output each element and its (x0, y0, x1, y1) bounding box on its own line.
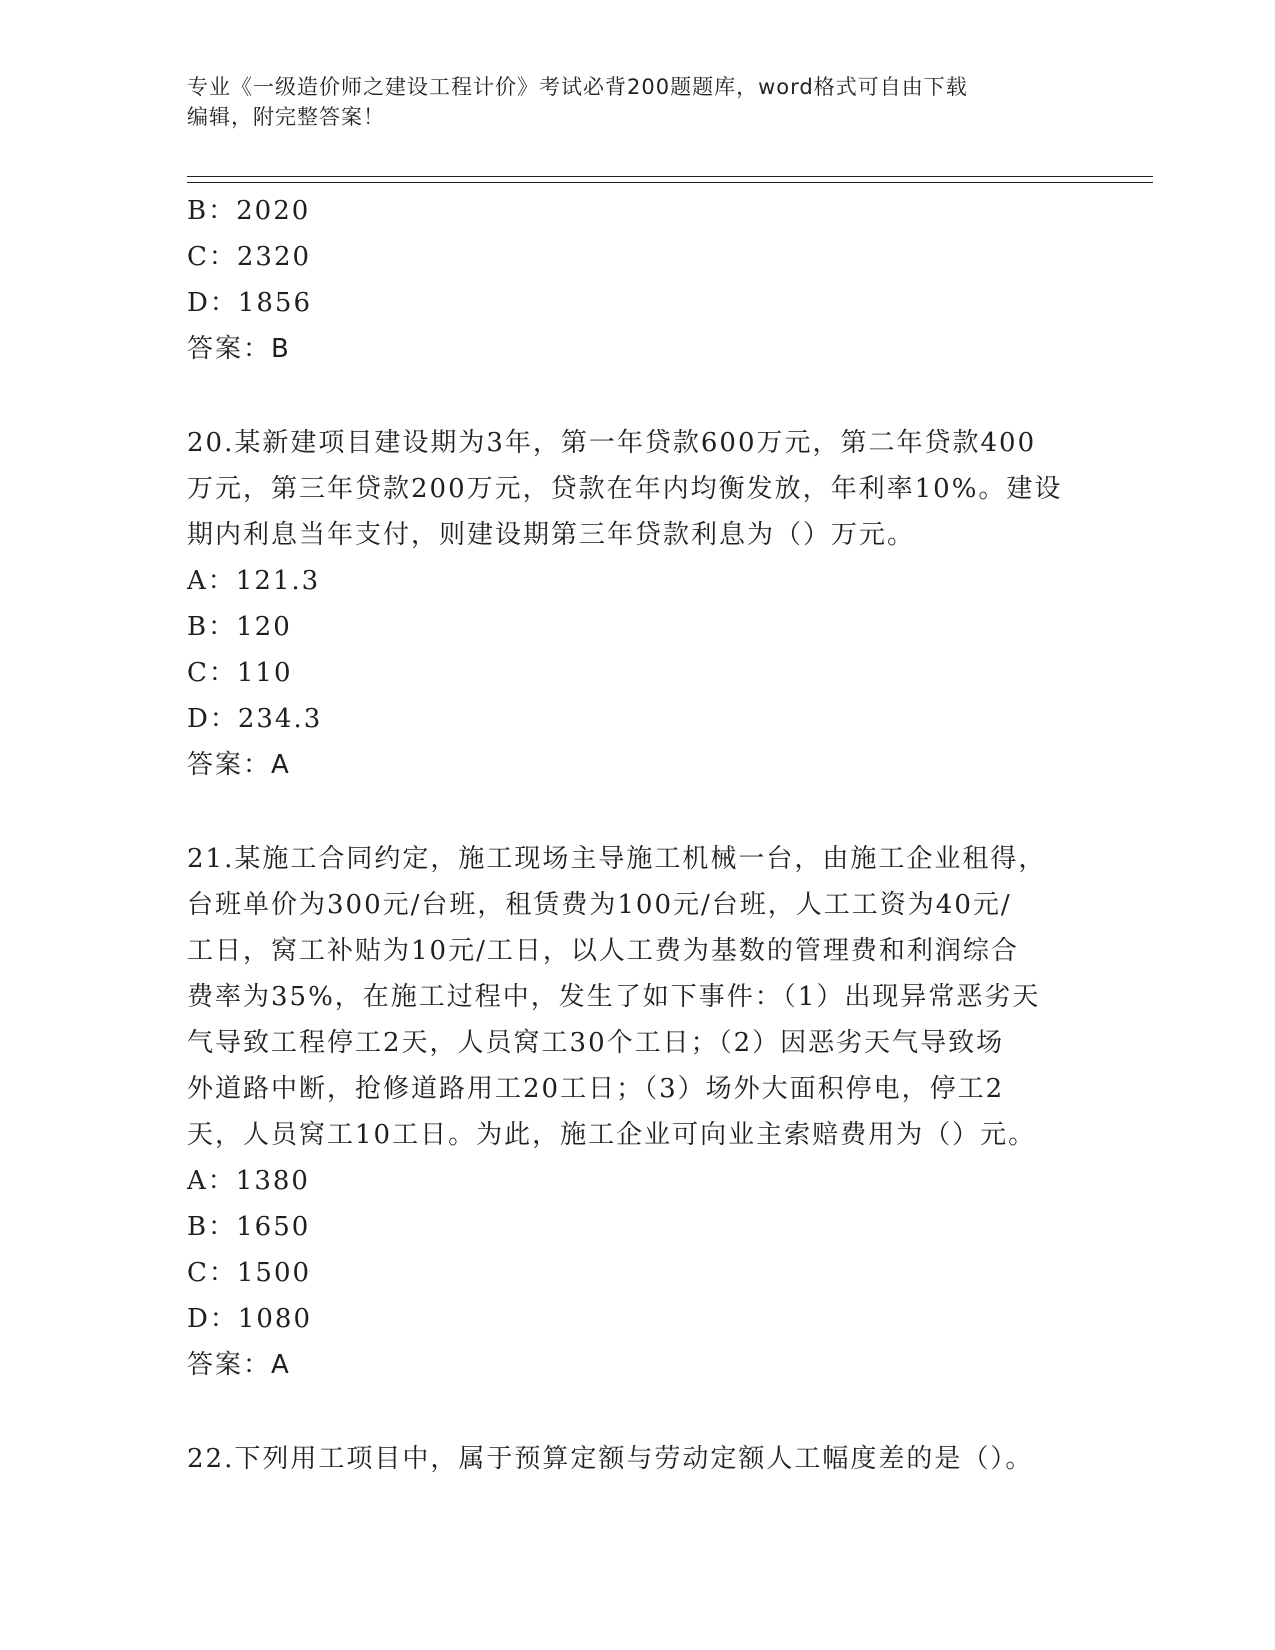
header-line-1: 专业《一级造价师之建设工程计价》考试必背200题题库，word格式可自由下载 (187, 75, 968, 99)
question-20 (187, 420, 1087, 788)
answer: 答案：A (187, 1350, 291, 1380)
option-c: C：110 (187, 658, 293, 688)
option-b: B：1650 (187, 1212, 311, 1242)
question-text-line: 外道路中断，抢修道路用工20工日；（3）场外大面积停电，停工2 (187, 1074, 1005, 1104)
question-22 (187, 1436, 1087, 1482)
option-d: D：1856 (187, 288, 313, 318)
option-a: A：121.3 (187, 566, 321, 596)
question-text-line: 天，人员窝工10工日。为此，施工企业可向业主索赔费用为（）元。 (187, 1120, 1037, 1150)
spacer (187, 1388, 1087, 1436)
question-text-line: 费率为35%，在施工过程中，发生了如下事件：（1）出现异常恶劣天 (187, 982, 1041, 1012)
option-d: D：234.3 (187, 704, 323, 734)
option-b: B：120 (187, 612, 292, 642)
question-19-tail (187, 188, 1087, 372)
question-text-line: 气导致工程停工2天，人员窝工30个工日；（2）因恶劣天气导致场 (187, 1028, 1005, 1058)
option-c: C：2320 (187, 242, 312, 272)
spacer (187, 372, 1087, 420)
answer: 答案：A (187, 750, 291, 780)
question-text-line: 工日，窝工补贴为10元/工日，以人工费为基数的管理费和利润综合 (187, 936, 1019, 966)
option-c: C：1500 (187, 1258, 312, 1288)
question-text-line: 万元，第三年贷款200万元，贷款在年内均衡发放，年利率10%。建设 (187, 474, 1063, 504)
question-text-line: 21.某施工合同约定，施工现场主导施工机械一台，由施工企业租得， (187, 844, 1047, 874)
option-d: D：1080 (187, 1304, 313, 1334)
option-a: A：1380 (187, 1166, 310, 1196)
question-text-line: 22.下列用工项目中，属于预算定额与劳动定额人工幅度差的是（）。 (187, 1444, 1034, 1474)
document-body (187, 188, 1087, 1482)
question-text-line: 20.某新建项目建设期为3年，第一年贷款600万元，第二年贷款400 (187, 428, 1037, 458)
header-divider-top (187, 176, 1153, 177)
question-text-line: 期内利息当年支付，则建设期第三年贷款利息为（）万元。 (187, 520, 916, 550)
option-b: B：2020 (187, 196, 311, 226)
spacer (187, 788, 1087, 836)
header-line-2: 编辑，附完整答案！ (187, 105, 385, 129)
answer: 答案：B (187, 334, 291, 364)
header-divider-bottom (187, 182, 1153, 183)
question-text-line: 台班单价为300元/台班，租赁费为100元/台班，人工工资为40元/ (187, 890, 1012, 920)
question-21 (187, 836, 1087, 1388)
document-header (187, 72, 1077, 132)
